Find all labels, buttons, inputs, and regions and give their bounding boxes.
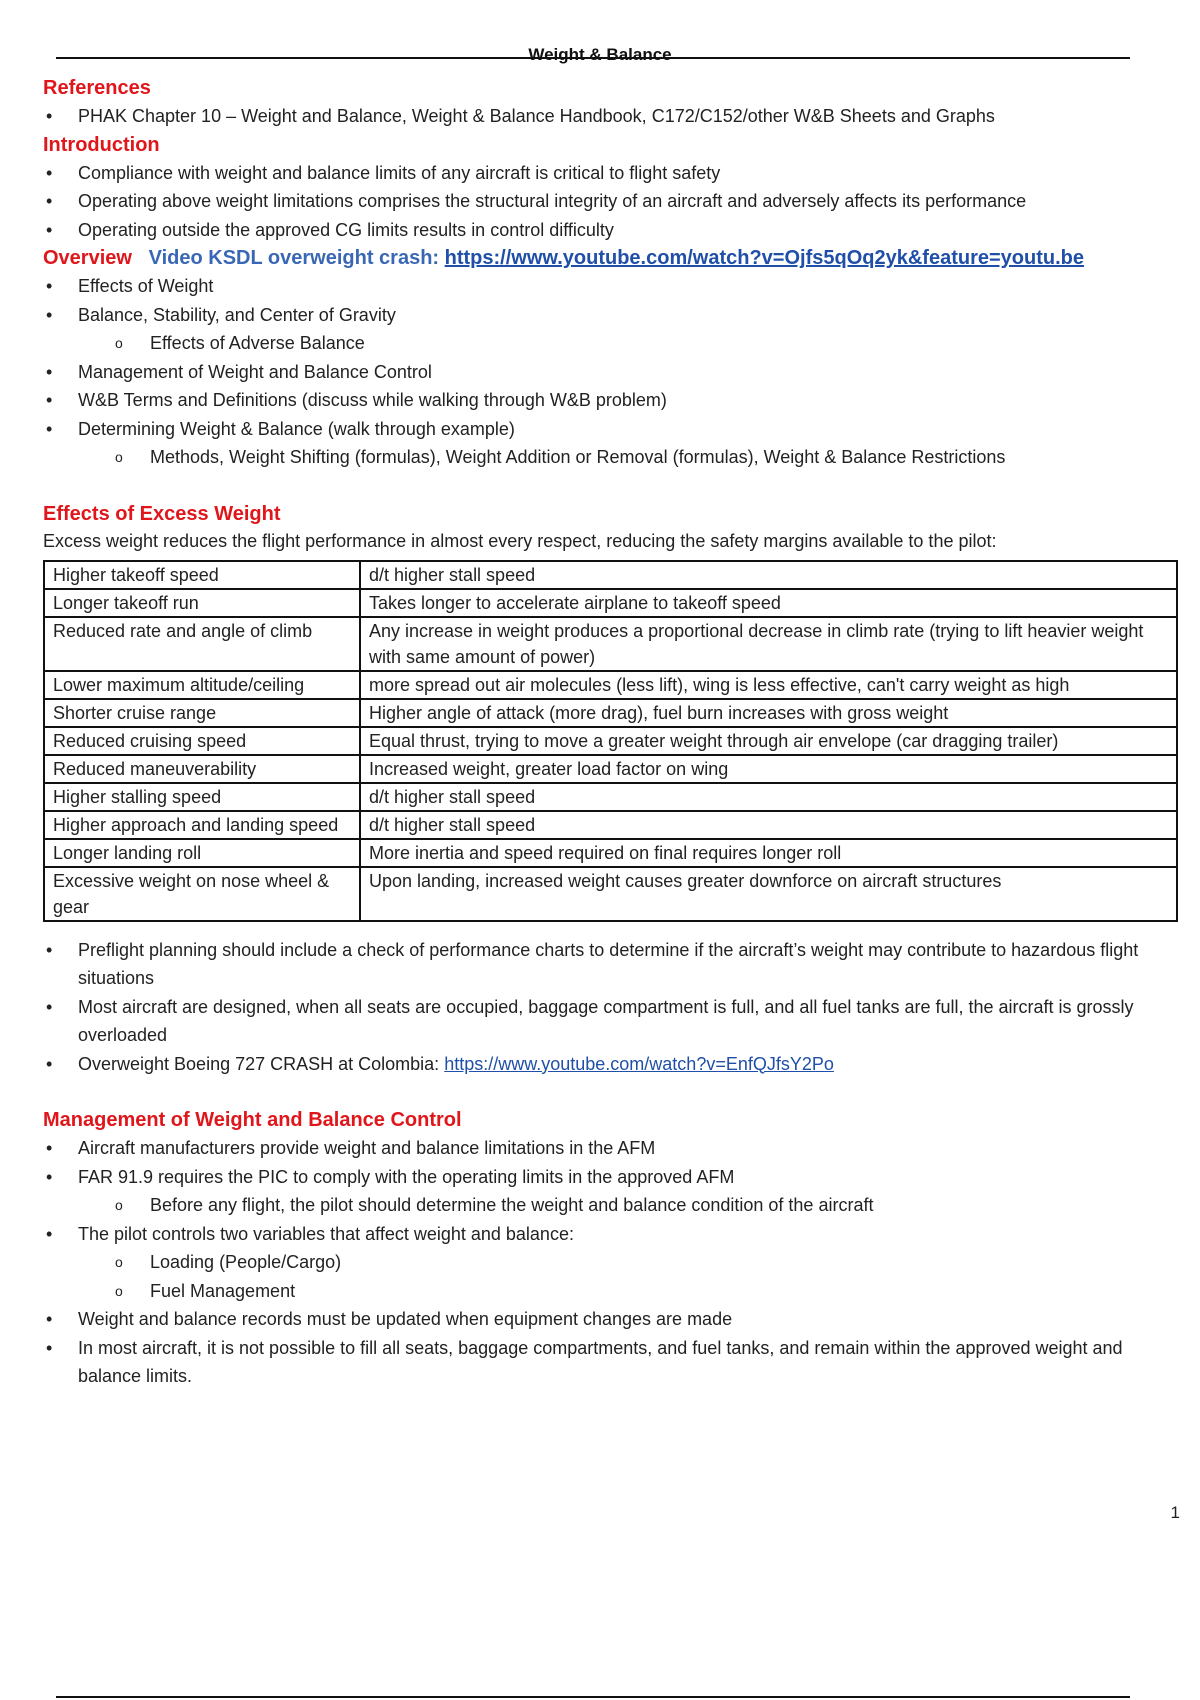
list-item: • Management of Weight and Balance Control [43, 358, 1183, 387]
list-item: • FAR 91.9 requires the PIC to comply with the operating limits in the approved AFM [43, 1163, 1183, 1192]
table-row [44, 699, 1177, 727]
ksdl-video-link[interactable]: https://www.youtube.com/watch?v=Ojfs5qOq2yk&feature=youtu.be [444, 247, 1085, 269]
effect-explanation-cell: Higher angle of attack (more drag), fuel burn increases with gross weight [360, 699, 1177, 727]
footer-rule [56, 1696, 1130, 1698]
list-item: • Operating outside the approved CG limits results in control difficulty [43, 216, 1183, 245]
boeing-crash-link[interactable]: https://www.youtube.com/watch?v=EnfQJfsY2Po [444, 1053, 834, 1074]
introduction-heading: Introduction [43, 133, 160, 156]
sub-list-item: o Fuel Management [43, 1277, 1183, 1306]
sub-list-item: o Before any flight, the pilot should determine the weight and balance condition of the aircraft [43, 1191, 1183, 1220]
table-row [44, 561, 1177, 589]
list-item: • W&B Terms and Definitions (discuss while walking through W&B problem) [43, 386, 1183, 415]
management-heading: Management of Weight and Balance Control [43, 1109, 462, 1131]
effect-cell: Higher approach and landing speed [44, 811, 360, 839]
list-item: • Weight and balance records must be updated when equipment changes are made [43, 1305, 1183, 1334]
list-item: • Compliance with weight and balance limits of any aircraft is critical to flight safety [43, 159, 1183, 188]
list-item: • In most aircraft, it is not possible to fill all seats, baggage compartments, and fuel tanks, and remain within the approved weight and balance limits. [43, 1334, 1183, 1391]
sub-list-item: o Effects of Adverse Balance [43, 329, 1183, 358]
table-row [44, 727, 1177, 755]
effect-cell: Longer landing roll [44, 839, 360, 867]
effect-explanation-cell: More inertia and speed required on final requires longer roll [360, 839, 1177, 867]
effects-intro: Excess weight reduces the flight performance in almost every respect, reducing the safety margins available to the pilot: [43, 530, 997, 551]
effect-explanation-cell: Upon landing, increased weight causes greater downforce on aircraft structures [360, 867, 1177, 921]
effect-cell: Reduced cruising speed [44, 727, 360, 755]
list-item: • PHAK Chapter 10 – Weight and Balance, Weight & Balance Handbook, C172/C152/other W&B Sheets and Graphs [43, 102, 1183, 131]
table-row [44, 811, 1177, 839]
list-item: • Balance, Stability, and Center of Gravity [43, 301, 1183, 330]
effect-cell: Reduced rate and angle of climb [44, 617, 360, 671]
list-item: • Most aircraft are designed, when all seats are occupied, baggage compartment is full, and all fuel tanks are full, the aircraft is grossly overloaded [43, 993, 1183, 1050]
list-item: • Preflight planning should include a check of performance charts to determine if the aircraft’s weight may contribute to hazardous flight situations [43, 936, 1183, 993]
sub-list-item: o Methods, Weight Shifting (formulas), Weight Addition or Removal (formulas), Weight & Balance Restrictions [43, 443, 1183, 472]
page-title [0, 45, 1200, 65]
references-heading: References [43, 77, 151, 99]
effect-explanation-cell: Equal thrust, trying to move a greater weight through air envelope (car dragging trailer) [360, 727, 1177, 755]
page-number: 1 [1170, 1503, 1180, 1522]
video-label: Video KSDL overweight crash: [148, 247, 440, 269]
overview-title: Overview [43, 247, 132, 269]
list-item: • Aircraft manufacturers provide weight and balance limitations in the AFM [43, 1134, 1183, 1163]
effect-cell: Excessive weight on nose wheel & gear [44, 867, 360, 921]
effect-explanation-cell: Increased weight, greater load factor on wing [360, 755, 1177, 783]
effect-explanation-cell: d/t higher stall speed [360, 811, 1177, 839]
list-item: • Determining Weight & Balance (walk through example) [43, 415, 1183, 444]
list-item: • Operating above weight limitations comprises the structural integrity of an aircraft and adversely affects its performance [43, 187, 1183, 216]
effects-table [43, 560, 1178, 922]
effect-cell: Reduced maneuverability [44, 755, 360, 783]
list-item: • Effects of Weight [43, 272, 1183, 301]
table-row [44, 617, 1177, 671]
effect-explanation-cell: d/t higher stall speed [360, 783, 1177, 811]
list-item: • The pilot controls two variables that affect weight and balance: [43, 1220, 1183, 1249]
effect-cell: Lower maximum altitude/ceiling [44, 671, 360, 699]
effect-explanation-cell: Any increase in weight produces a proportional decrease in climb rate (trying to lift heavier weight with same amount of power) [360, 617, 1177, 671]
effects-heading: Effects of Excess Weight [43, 502, 281, 525]
table-row [44, 839, 1177, 867]
effect-cell: Longer takeoff run [44, 589, 360, 617]
table-row [44, 867, 1177, 921]
effect-cell: Shorter cruise range [44, 699, 360, 727]
list-item [43, 1050, 1183, 1079]
effect-explanation-cell: d/t higher stall speed [360, 561, 1177, 589]
title-text: Weight & Balance [528, 45, 672, 64]
effect-explanation-cell: more spread out air molecules (less lift), wing is less effective, can't carry weight as high [360, 671, 1177, 699]
effect-cell: Higher takeoff speed [44, 561, 360, 589]
table-row [44, 783, 1177, 811]
sub-list-item: o Loading (People/Cargo) [43, 1248, 1183, 1277]
effect-cell: Higher stalling speed [44, 783, 360, 811]
overview-heading [43, 244, 1183, 272]
crash-label: Overweight Boeing 727 CRASH at Colombia: [78, 1053, 440, 1074]
table-row [44, 671, 1177, 699]
table-row [44, 755, 1177, 783]
effect-explanation-cell: Takes longer to accelerate airplane to takeoff speed [360, 589, 1177, 617]
table-row [44, 589, 1177, 617]
